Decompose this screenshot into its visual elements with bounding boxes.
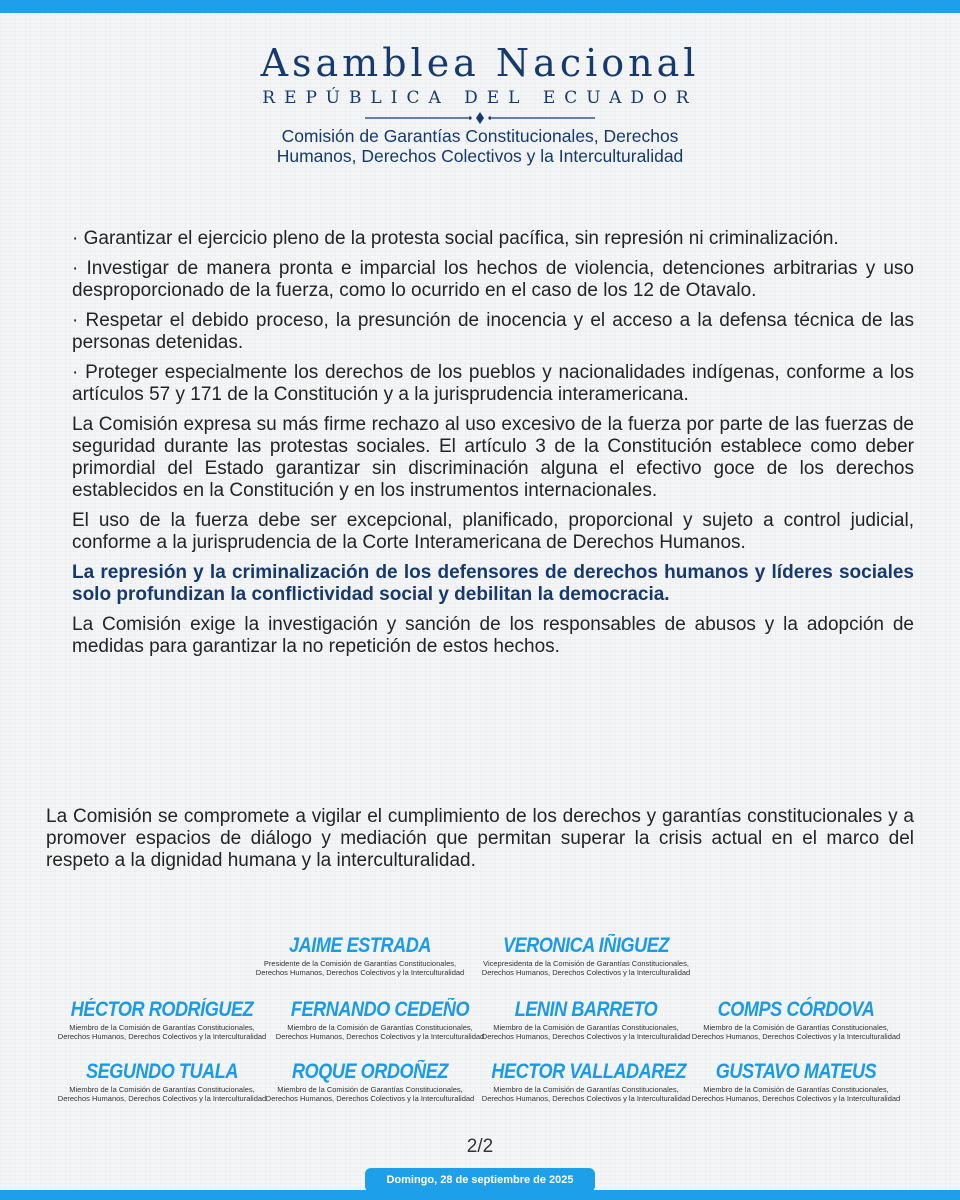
paragraph-commitment: La Comisión se compromete a vigilar el cumplimiento de los derechos y garantías constitucionales y a promover espacios de diálogo y mediación que permitan superar la crisis actual en el marco del respeto a la dignidad humana y la interculturalidad. [46,806,914,871]
page-number: 2/2 [466,1136,494,1157]
signatory [250,934,470,977]
date-badge: Domingo, 28 de septiembre de 2025 [365,1168,595,1192]
signatory-name: COMPS CÓRDOVA [717,998,875,1021]
bullet-due-process: · Respetar el debido proceso, la presunción de inocencia y el acceso a la defensa técnica de las personas detenidas. [72,310,914,353]
signatory [476,1060,696,1103]
signatory-role: Miembro de la Comisión de Garantías Constitucionales, Derechos Humanos, Derechos Colectivos y la Interculturalidad [691,1023,901,1041]
signatory-role: Miembro de la Comisión de Garantías Constitucionales, Derechos Humanos, Derechos Colectivos y la Interculturalidad [57,1023,267,1041]
signatory-role: Miembro de la Comisión de Garantías Constitucionales, Derechos Humanos, Derechos Colectivos y la Interculturalidad [265,1085,475,1103]
signatory-name: HECTOR VALLADAREZ [491,1060,687,1083]
signatory [52,1060,272,1103]
signatory-role: Miembro de la Comisión de Garantías Constitucionales, Derechos Humanos, Derechos Colectivos y la Interculturalidad [691,1085,901,1103]
signatory [686,998,906,1041]
paragraph-highlight: La represión y la criminalización de los defensores de derechos humanos y líderes sociales solo profundizan la conflictividad social y debilitan la democracia. [72,562,914,605]
signatory-name: FERNANDO CEDEÑO [290,998,470,1021]
institution-subtitle: REPÚBLICA DEL ECUADOR [262,88,698,108]
statement-body [72,228,914,666]
institution-title: Asamblea Nacional [260,41,700,85]
signatory-name: HÉCTOR RODRÍGUEZ [70,998,254,1021]
signatory-name: ROQUE ORDOÑEZ [292,1060,448,1083]
signatory [686,1060,906,1103]
signatory-role: Presidente de la Comisión de Garantías Constitucionales, Derechos Humanos, Derechos Colectivos y la Interculturalidad [255,959,465,977]
signatory-name: GUSTAVO MATEUS [715,1060,877,1083]
signatory-role: Vicepresidenta de la Comisión de Garantías Constitucionales, Derechos Humanos, Derechos Colectivos y la Interculturalidad [481,959,691,977]
commission-name [0,126,960,166]
paragraph-demand: La Comisión exige la investigación y sanción de los responsables de abusos y la adopción de medidas para garantizar la no repetición de estos hechos. [72,614,914,657]
signatory-name: VERONICA IÑIGUEZ [502,934,670,957]
signatory [260,1060,480,1103]
signatory-role: Miembro de la Comisión de Garantías Constitucionales, Derechos Humanos, Derechos Colectivos y la Interculturalidad [481,1085,691,1103]
paragraph-rejection: La Comisión expresa su más firme rechazo al uso excesivo de la fuerza por parte de las fuerzas de seguridad durante las protestas sociales. El artículo 3 de la Constitución establece como deber primordial del Estado garantizar sin discriminación alguna el efectivo goce de los derechos establecidos en la Constitución y en los instrumentos internacionales. [72,414,914,501]
signatory-role: Miembro de la Comisión de Garantías Constitucionales, Derechos Humanos, Derechos Colectivos y la Interculturalidad [57,1085,267,1103]
signatory [476,998,696,1041]
top-accent-bar [0,0,960,13]
commission-line-2: Humanos, Derechos Colectivos y la Interculturalidad [276,146,684,166]
signatory-role: Miembro de la Comisión de Garantías Constitucionales, Derechos Humanos, Derechos Colectivos y la Interculturalidad [275,1023,485,1041]
bullet-investigate: · Investigar de manera pronta e imparcial los hechos de violencia, detenciones arbitrarias y uso desproporcionado de la fuerza, como lo ocurrido en el caso de los 12 de Otavalo. [72,258,914,301]
ornament-divider-icon [363,112,597,124]
commission-line-1: Comisión de Garantías Constitucionales, Derechos [281,126,679,146]
paragraph-use-of-force: El uso de la fuerza debe ser excepcional, planificado, proporcional y sujeto a control judicial, conforme a la jurisprudencia de la Corte Interamericana de Derechos Humanos. [72,510,914,553]
signatory [270,998,490,1041]
signatory [476,934,696,977]
signatory-name: LENIN BARRETO [514,998,658,1021]
signatory-role: Miembro de la Comisión de Garantías Constitucionales, Derechos Humanos, Derechos Colectivos y la Interculturalidad [481,1023,691,1041]
signatory-name: JAIME ESTRADA [289,934,431,957]
bullet-indigenous-rights: · Proteger especialmente los derechos de los pueblos y nacionalidades indígenas, conforme a los artículos 57 y 171 de la Constitución y a la jurisprudencia interamericana. [72,362,914,405]
signatory [52,998,272,1041]
letterhead [0,40,960,110]
bullet-protest: · Garantizar el ejercicio pleno de la protesta social pacífica, sin represión ni criminalización. [72,228,839,249]
signatory-name: SEGUNDO TUALA [86,1060,238,1083]
bottom-accent-bar [0,1190,960,1200]
